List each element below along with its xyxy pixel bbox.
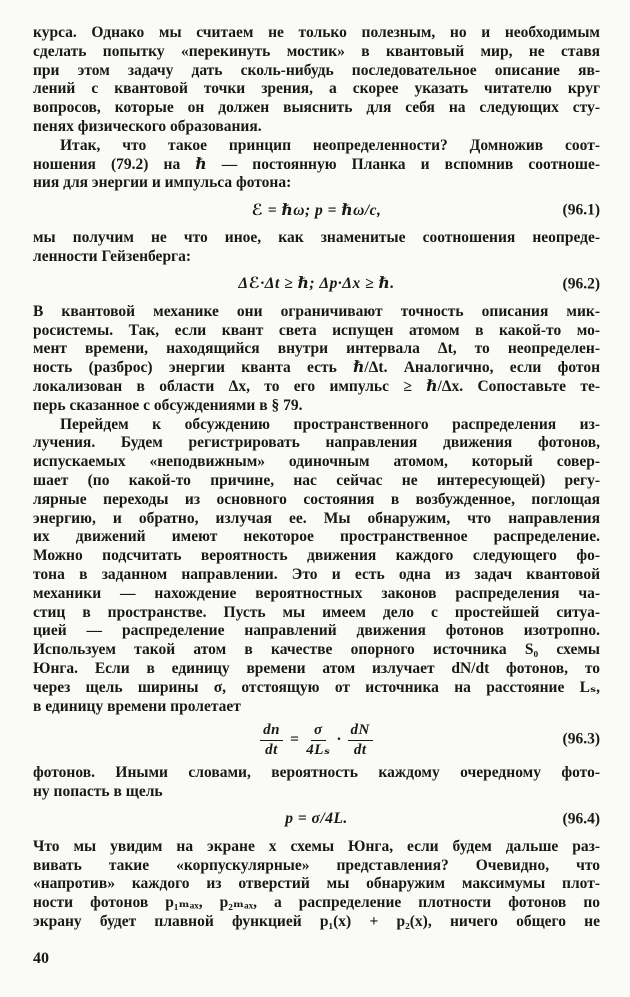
text-line: Можно подсчитать вероятность движения каждого следующего фо- xyxy=(33,547,600,565)
text-line: лений с квантовой точки зрения, а скорее указать читателю круг xyxy=(33,80,600,98)
text-line: ношения (79.2) на ℏ — постоянную Планка и вспомнив соотноше- xyxy=(33,155,600,173)
text-line: Юнга. Если в единицу времени атом излучает dN/dt фотонов, то xyxy=(33,659,600,677)
page-number: 40 xyxy=(33,950,49,967)
text-line: Перейдем к обсуждению пространственного распределения из- xyxy=(60,415,600,433)
paragraph-5 xyxy=(33,838,600,932)
text-line: механики — нахождение вероятностных законов распределения ча- xyxy=(33,584,600,602)
fraction-numerator: dn xyxy=(260,722,283,741)
equation-96-4 xyxy=(33,802,600,838)
text-line: вивать такие «корпускулярные» представления? Очевидно, что xyxy=(33,856,600,874)
text-line: стиц в пространстве. Пусть мы имеем дело с простейшей ситуа- xyxy=(33,603,600,621)
text-line: Что мы увидим на экране x схемы Юнга, если будем дальше раз- xyxy=(33,837,600,855)
fraction-denominator: 4Lₛ xyxy=(306,741,331,758)
text-line: энергию, и обратно, излучая ее. Мы обнаружим, что направления xyxy=(33,509,600,527)
text-line: ния для энергии и импульса фотона: xyxy=(33,174,292,192)
text-line: лучения. Будем регистрировать направления движения фотонов, xyxy=(33,434,600,452)
text-block xyxy=(33,24,600,932)
equation-body: p = σ/4L. xyxy=(285,810,348,828)
fraction-dn-dt xyxy=(260,722,283,760)
text-line: лярные переходы из основного состояния в возбужденное, поглощая xyxy=(33,490,600,508)
fraction-dN-dt xyxy=(348,722,373,760)
text-line: их движений имеют некоторое пространственное распределение. xyxy=(33,528,600,546)
fraction-numerator: dN xyxy=(348,722,373,741)
equation-number: (96.3) xyxy=(562,730,600,748)
equation-96-3 xyxy=(33,716,600,764)
text-line: сделать попытку «перекинуть мостик» в квантовый мир, не ставя xyxy=(33,42,600,60)
text-line: тона в заданном направлении. Это и есть одна из задач квантовой xyxy=(33,565,600,583)
text-line: в единицу времени пролетает xyxy=(33,697,241,715)
paragraph-4 xyxy=(33,416,600,717)
text-line: экрану будет плавной функцией p₁(x) + p₂(x), ничего общего не xyxy=(33,913,600,931)
equation-body: ℰ = ℏω; p = ℏω/c, xyxy=(251,201,382,219)
fraction-denominator: dt xyxy=(265,741,278,758)
equation-number: (96.4) xyxy=(562,810,600,828)
multiplication-dot: · xyxy=(336,730,342,748)
fraction-numerator: σ xyxy=(311,722,326,741)
equation-number: (96.2) xyxy=(562,275,600,293)
text-line: испускаемых «неподвижным» одиночным атомом, который совер- xyxy=(33,453,600,471)
equation-96-1 xyxy=(33,193,600,229)
paragraph-3 xyxy=(33,303,600,416)
text-line: Итак, что такое принцип неопределенности? Домножив соот- xyxy=(60,136,600,154)
equation-body: Δℰ·Δt ≥ ℏ; Δp·Δx ≥ ℏ. xyxy=(238,275,395,293)
text-line: мент времени, находящийся внутри интервала Δt, то неопределен- xyxy=(33,340,600,358)
fraction-sigma-4Ls xyxy=(306,722,330,760)
text-line: ность (разброс) энергии кванта есть ℏ/Δt. Аналогично, если фотон xyxy=(33,359,600,377)
text-line: курса. Однако мы считаем не только полезным, но и необходимым xyxy=(33,24,600,41)
paragraph-4-continued xyxy=(33,764,600,802)
fraction-denominator: dt xyxy=(353,741,367,758)
text-line: вопросов, которые он должен выяснить для себя на следующих сту- xyxy=(33,99,600,117)
equation-number: (96.1) xyxy=(562,201,600,219)
text-line: пенях физического образования. xyxy=(33,117,262,135)
text-line: цией — распределение направлений движения фотонов изотропно. xyxy=(33,622,600,640)
text-line: росистемы. Так, если квант света испущен атомом в какой-то мо- xyxy=(33,321,600,339)
paragraph-2 xyxy=(33,137,600,193)
text-line: ности фотонов p₁ₘₐₓ, p₂ₘₐₓ, а распределение плотности фотонов по xyxy=(33,894,600,912)
text-line: «напротив» каждого из отверстий мы обнаружим максимумы плот- xyxy=(33,875,600,893)
text-line: при этом задачу дать сколь-нибудь последовательное описание яв- xyxy=(33,61,600,79)
equation-96-2 xyxy=(33,267,600,303)
text-line: ленности Гейзенберга: xyxy=(33,247,192,265)
equals-sign: = xyxy=(289,730,300,748)
text-line: фотонов. Иными словами, вероятность каждому очередному фото- xyxy=(33,764,600,782)
text-line: мы получим не что иное, как знаменитые соотношения неопреде- xyxy=(33,229,600,247)
text-line: локализован в области Δx, то его импульс ≥ ℏ/Δx. Сопоставьте те- xyxy=(33,377,600,395)
text-line: ну попасть в щель xyxy=(33,783,163,801)
text-line: Используем такой атом в качестве опорного источника S₀ схемы xyxy=(33,641,600,659)
text-line: перь сказанное с обсуждениями в § 79. xyxy=(33,396,303,414)
text-line: шает (по какой-то причине, нас сейчас не интересующей) регу- xyxy=(33,471,600,489)
paragraph-1 xyxy=(33,24,600,137)
text-line: через щель ширины σ, отстоящую от источника на расстояние Lₛ, xyxy=(33,678,600,696)
paragraph-2-continued xyxy=(33,229,600,267)
text-line: В квантовой механике они ограничивают точность описания мик- xyxy=(33,302,600,320)
